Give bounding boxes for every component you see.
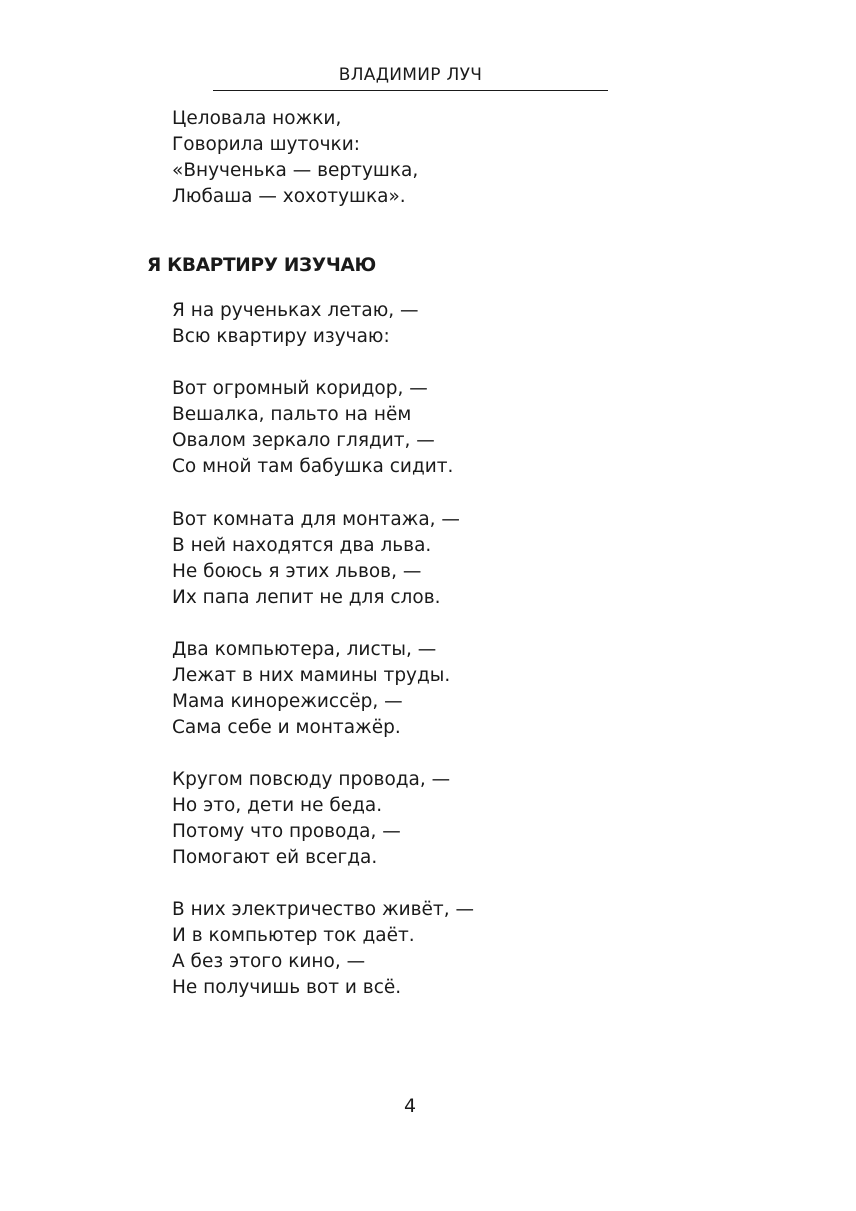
verse-line: Вот комната для монтажа, — [172, 509, 460, 530]
stanza-5 [172, 767, 450, 871]
verse-line: Мама кинорежиссёр, — [172, 691, 403, 713]
verse-line: Кругом повсюду провода, — [172, 769, 451, 790]
verse-line: Но это, дети не беда. [172, 795, 383, 817]
verse-line: Любаша — хохотушка». [172, 186, 406, 208]
verse-line: Целовала ножки, [172, 108, 342, 129]
verse-line: И в компьютер ток даёт. [172, 925, 415, 947]
verse-line: В них электричество живёт, — [172, 899, 474, 920]
verse-line: Вешалка, пальто на нём [172, 404, 412, 426]
verse-line: А без этого кино, — [172, 951, 366, 973]
verse-line: Со мной там бабушка сидит. [172, 456, 454, 478]
verse-line: Всю квартиру изучаю: [172, 326, 390, 348]
verse-line: Не получишь вот и всё. [172, 977, 402, 999]
verse-line: Говорила шуточки: [172, 134, 360, 156]
verse-line: Вот огромный коридор, — [172, 378, 428, 399]
verse-line: Лежат в них мамины труды. [172, 665, 451, 687]
poem-title: Я КВАРТИРУ ИЗУЧАЮ [147, 255, 376, 276]
stanza-3 [172, 507, 460, 611]
verse-line: Их папа лепит не для слов. [172, 587, 441, 609]
stanza-1 [172, 298, 419, 350]
verse-line: Овалом зеркало глядит, — [172, 430, 435, 452]
verse-line: В ней находятся два льва. [172, 535, 432, 557]
stanza-previous-poem [172, 106, 418, 210]
stanza-2 [172, 376, 453, 480]
stanza-6 [172, 897, 474, 1001]
verse-line: Не боюсь я этих львов, — [172, 561, 422, 583]
verse-line: «Внученька — вертушка, [172, 160, 419, 182]
verse-line: Я на рученьках летаю, — [172, 300, 419, 321]
verse-line: Помогают ей всегда. [172, 847, 378, 869]
verse-line: Сама себе и монтажёр. [172, 717, 401, 739]
verse-line: Два компьютера, листы, — [172, 639, 437, 660]
page-number: 4 [403, 1095, 417, 1117]
header-rule [213, 90, 608, 91]
stanza-4 [172, 637, 450, 741]
verse-line: Потому что провода, — [172, 821, 401, 843]
running-head: ВЛАДИМИР ЛУЧ [338, 65, 483, 85]
